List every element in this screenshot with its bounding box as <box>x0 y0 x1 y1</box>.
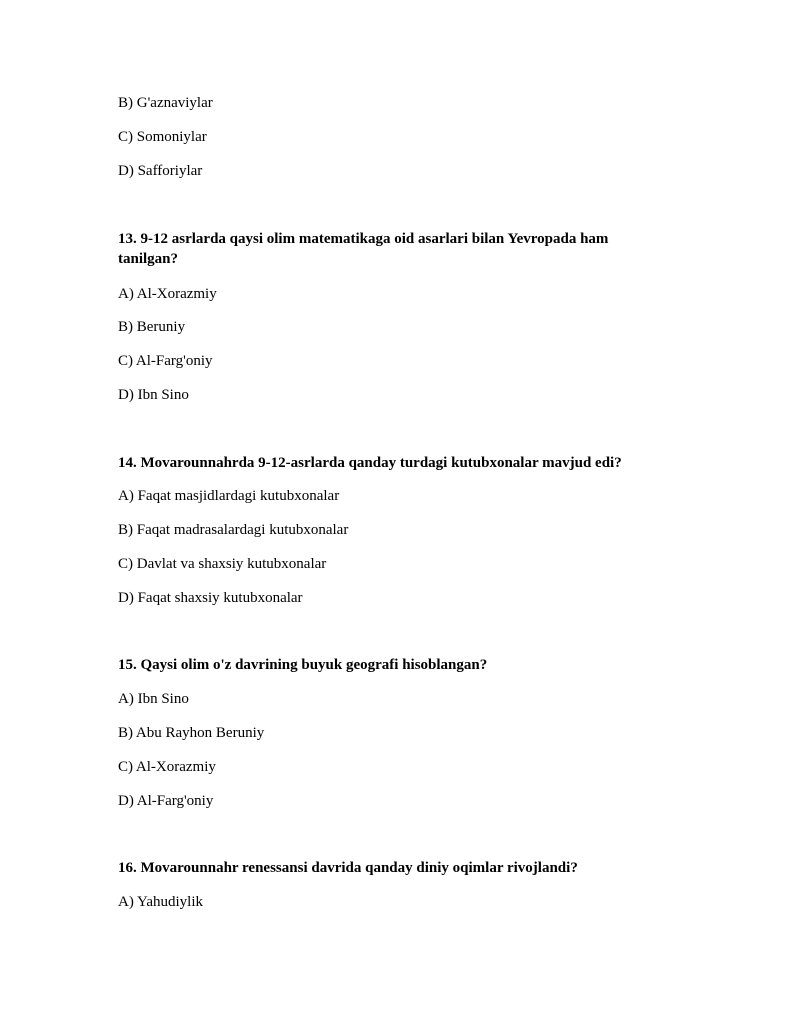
option-item: D) Safforiylar <box>118 163 203 179</box>
option-item: C) Al-Farg'oniy <box>118 353 213 369</box>
option-item: B) Beruniy <box>118 319 186 335</box>
option-item: D) Ibn Sino <box>118 387 189 403</box>
option-item: A) Al-Xorazmiy <box>118 286 217 302</box>
question-title: 15. Qaysi olim o'z davrining buyuk geografi hisoblangan? <box>118 657 488 673</box>
option-item: B) Abu Rayhon Beruniy <box>118 725 265 741</box>
question-title: 13. 9-12 asrlarda qaysi olim matematikaga oid asarlari bilan Yevropada ham <box>118 231 609 247</box>
option-item: A) Yahudiylik <box>118 894 204 910</box>
option-item: D) Faqat shaxsiy kutubxonalar <box>118 590 303 606</box>
question-title-continued: tanilgan? <box>118 251 179 267</box>
option-item: B) Faqat madrasalardagi kutubxonalar <box>118 522 349 538</box>
question-title: 14. Movarounnahrda 9-12-asrlarda qanday turdagi kutubxonalar mavjud edi? <box>118 455 622 471</box>
option-item: D) Al-Farg'oniy <box>118 793 214 809</box>
option-item: C) Davlat va shaxsiy kutubxonalar <box>118 556 327 572</box>
option-item: C) Somoniylar <box>118 129 207 145</box>
option-item: B) G'aznaviylar <box>118 95 213 111</box>
option-item: A) Ibn Sino <box>118 691 189 707</box>
question-title: 16. Movarounnahr renessansi davrida qanday diniy oqimlar rivojlandi? <box>118 860 578 876</box>
option-item: A) Faqat masjidlardagi kutubxonalar <box>118 488 340 504</box>
option-item: C) Al-Xorazmiy <box>118 759 216 775</box>
